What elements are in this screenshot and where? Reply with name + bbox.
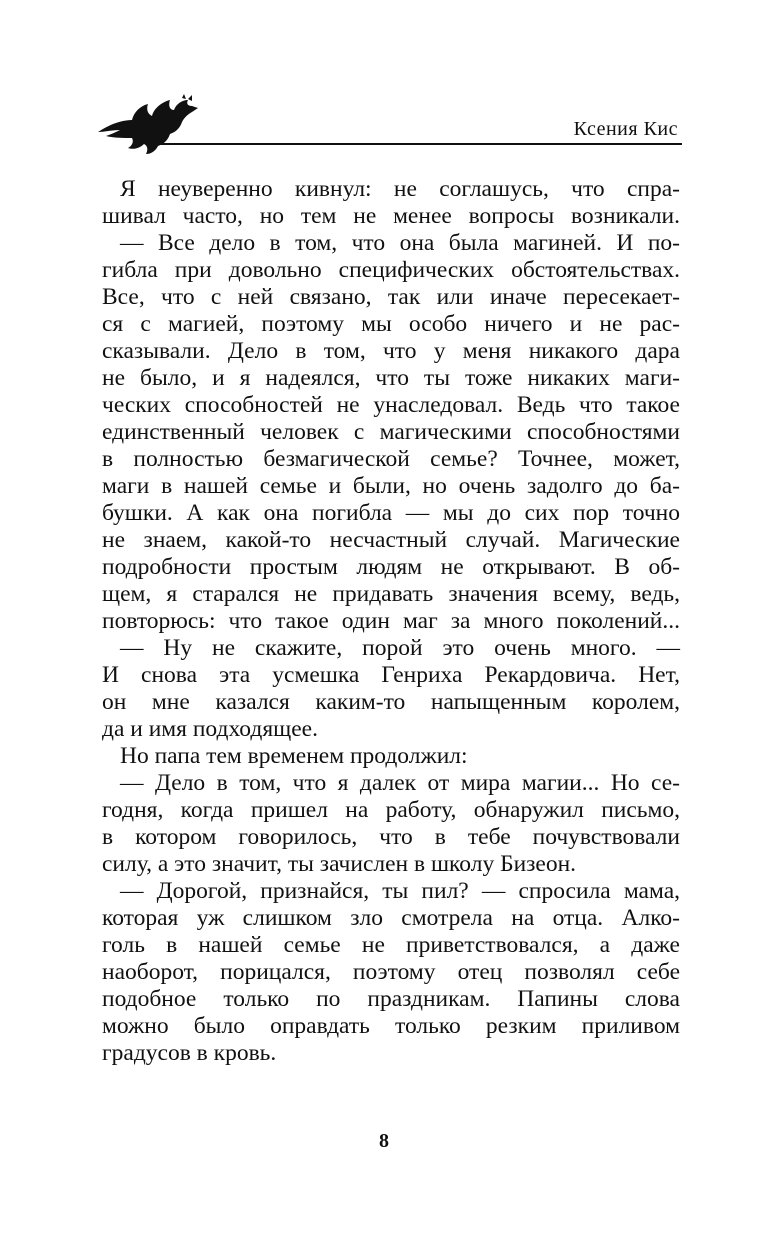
- text-line: ся с магией, поэтому мы особо ничего и не рас-: [102, 311, 680, 337]
- text-line: шивал часто, но тем не менее вопросы возникали.: [102, 203, 680, 229]
- text-line: годня, когда пришел на работу, обнаружил письмо,: [102, 797, 680, 823]
- text-line: повторюсь: что такое один маг за много поколений...: [102, 608, 680, 634]
- text-line: Я неуверенно кивнул: не соглашусь, что спра-: [120, 176, 680, 202]
- text-line: — Дело в том, что я далек от мира магии... Но се-: [120, 770, 680, 796]
- text-line: — Ну не скажите, порой это очень много. —: [120, 635, 680, 661]
- text-line: маги в нашей семье и были, но очень задолго до ба-: [102, 473, 680, 499]
- text-line: не было, и я надеялся, что ты тоже никаких маги-: [102, 365, 680, 391]
- text-line: в котором говорилось, что в тебе почувствовали: [102, 824, 680, 850]
- text-line: щем, я старался не придавать значения всему, ведь,: [102, 581, 680, 607]
- text-line: Все, что с ней связано, так или иначе пересекает-: [102, 284, 680, 310]
- body-text: [102, 176, 680, 1067]
- page-number: 8: [379, 1130, 389, 1152]
- text-line: в полностью безмагической семье? Точнее, может,: [102, 446, 680, 472]
- text-line: да и имя подходящее.: [102, 716, 318, 742]
- text-line: он мне казался каким-то напыщенным королем,: [102, 689, 680, 715]
- text-line: единственный человек с магическими способностями: [102, 419, 680, 445]
- text-line: гибла при довольно специфических обстоятельствах.: [102, 257, 680, 283]
- text-line: — Дорогой, признайся, ты пил? — спросила мама,: [120, 878, 680, 904]
- text-line: сказывали. Дело в том, что у меня никакого дара: [102, 338, 680, 364]
- header-rule: [148, 143, 682, 145]
- text-line: которая уж слишком зло смотрела на отца. Алко-: [102, 905, 680, 931]
- text-line: силу, а это значит, ты зачислен в школу Бизеон.: [102, 851, 577, 877]
- text-line: подобное только по праздникам. Папины слова: [102, 986, 680, 1012]
- running-head: Ксения Кис: [573, 118, 678, 140]
- text-line: — Все дело в том, что она была магиней. И по-: [120, 230, 680, 256]
- text-line: не знаем, какой-то несчастный случай. Магические: [102, 527, 680, 553]
- dragon-icon: [96, 94, 200, 156]
- text-line: ческих способностей не унаследовал. Ведь что такое: [102, 392, 680, 418]
- text-line: подробности простым людям не открывают. В об-: [102, 554, 680, 580]
- text-line: И снова эта усмешка Генриха Рекардовича. Нет,: [102, 662, 680, 688]
- page-header: [96, 88, 682, 158]
- text-line: можно было оправдать только резким приливом: [102, 1013, 680, 1039]
- text-line: Но папа тем временем продолжил:: [120, 743, 468, 769]
- text-line: наоборот, порицался, поэтому отец позволял себе: [102, 959, 680, 985]
- text-line: градусов в кровь.: [102, 1040, 277, 1066]
- text-line: бушки. А как она погибла — мы до сих пор точно: [102, 500, 680, 526]
- text-line: голь в нашей семье не приветствовался, а даже: [102, 932, 680, 958]
